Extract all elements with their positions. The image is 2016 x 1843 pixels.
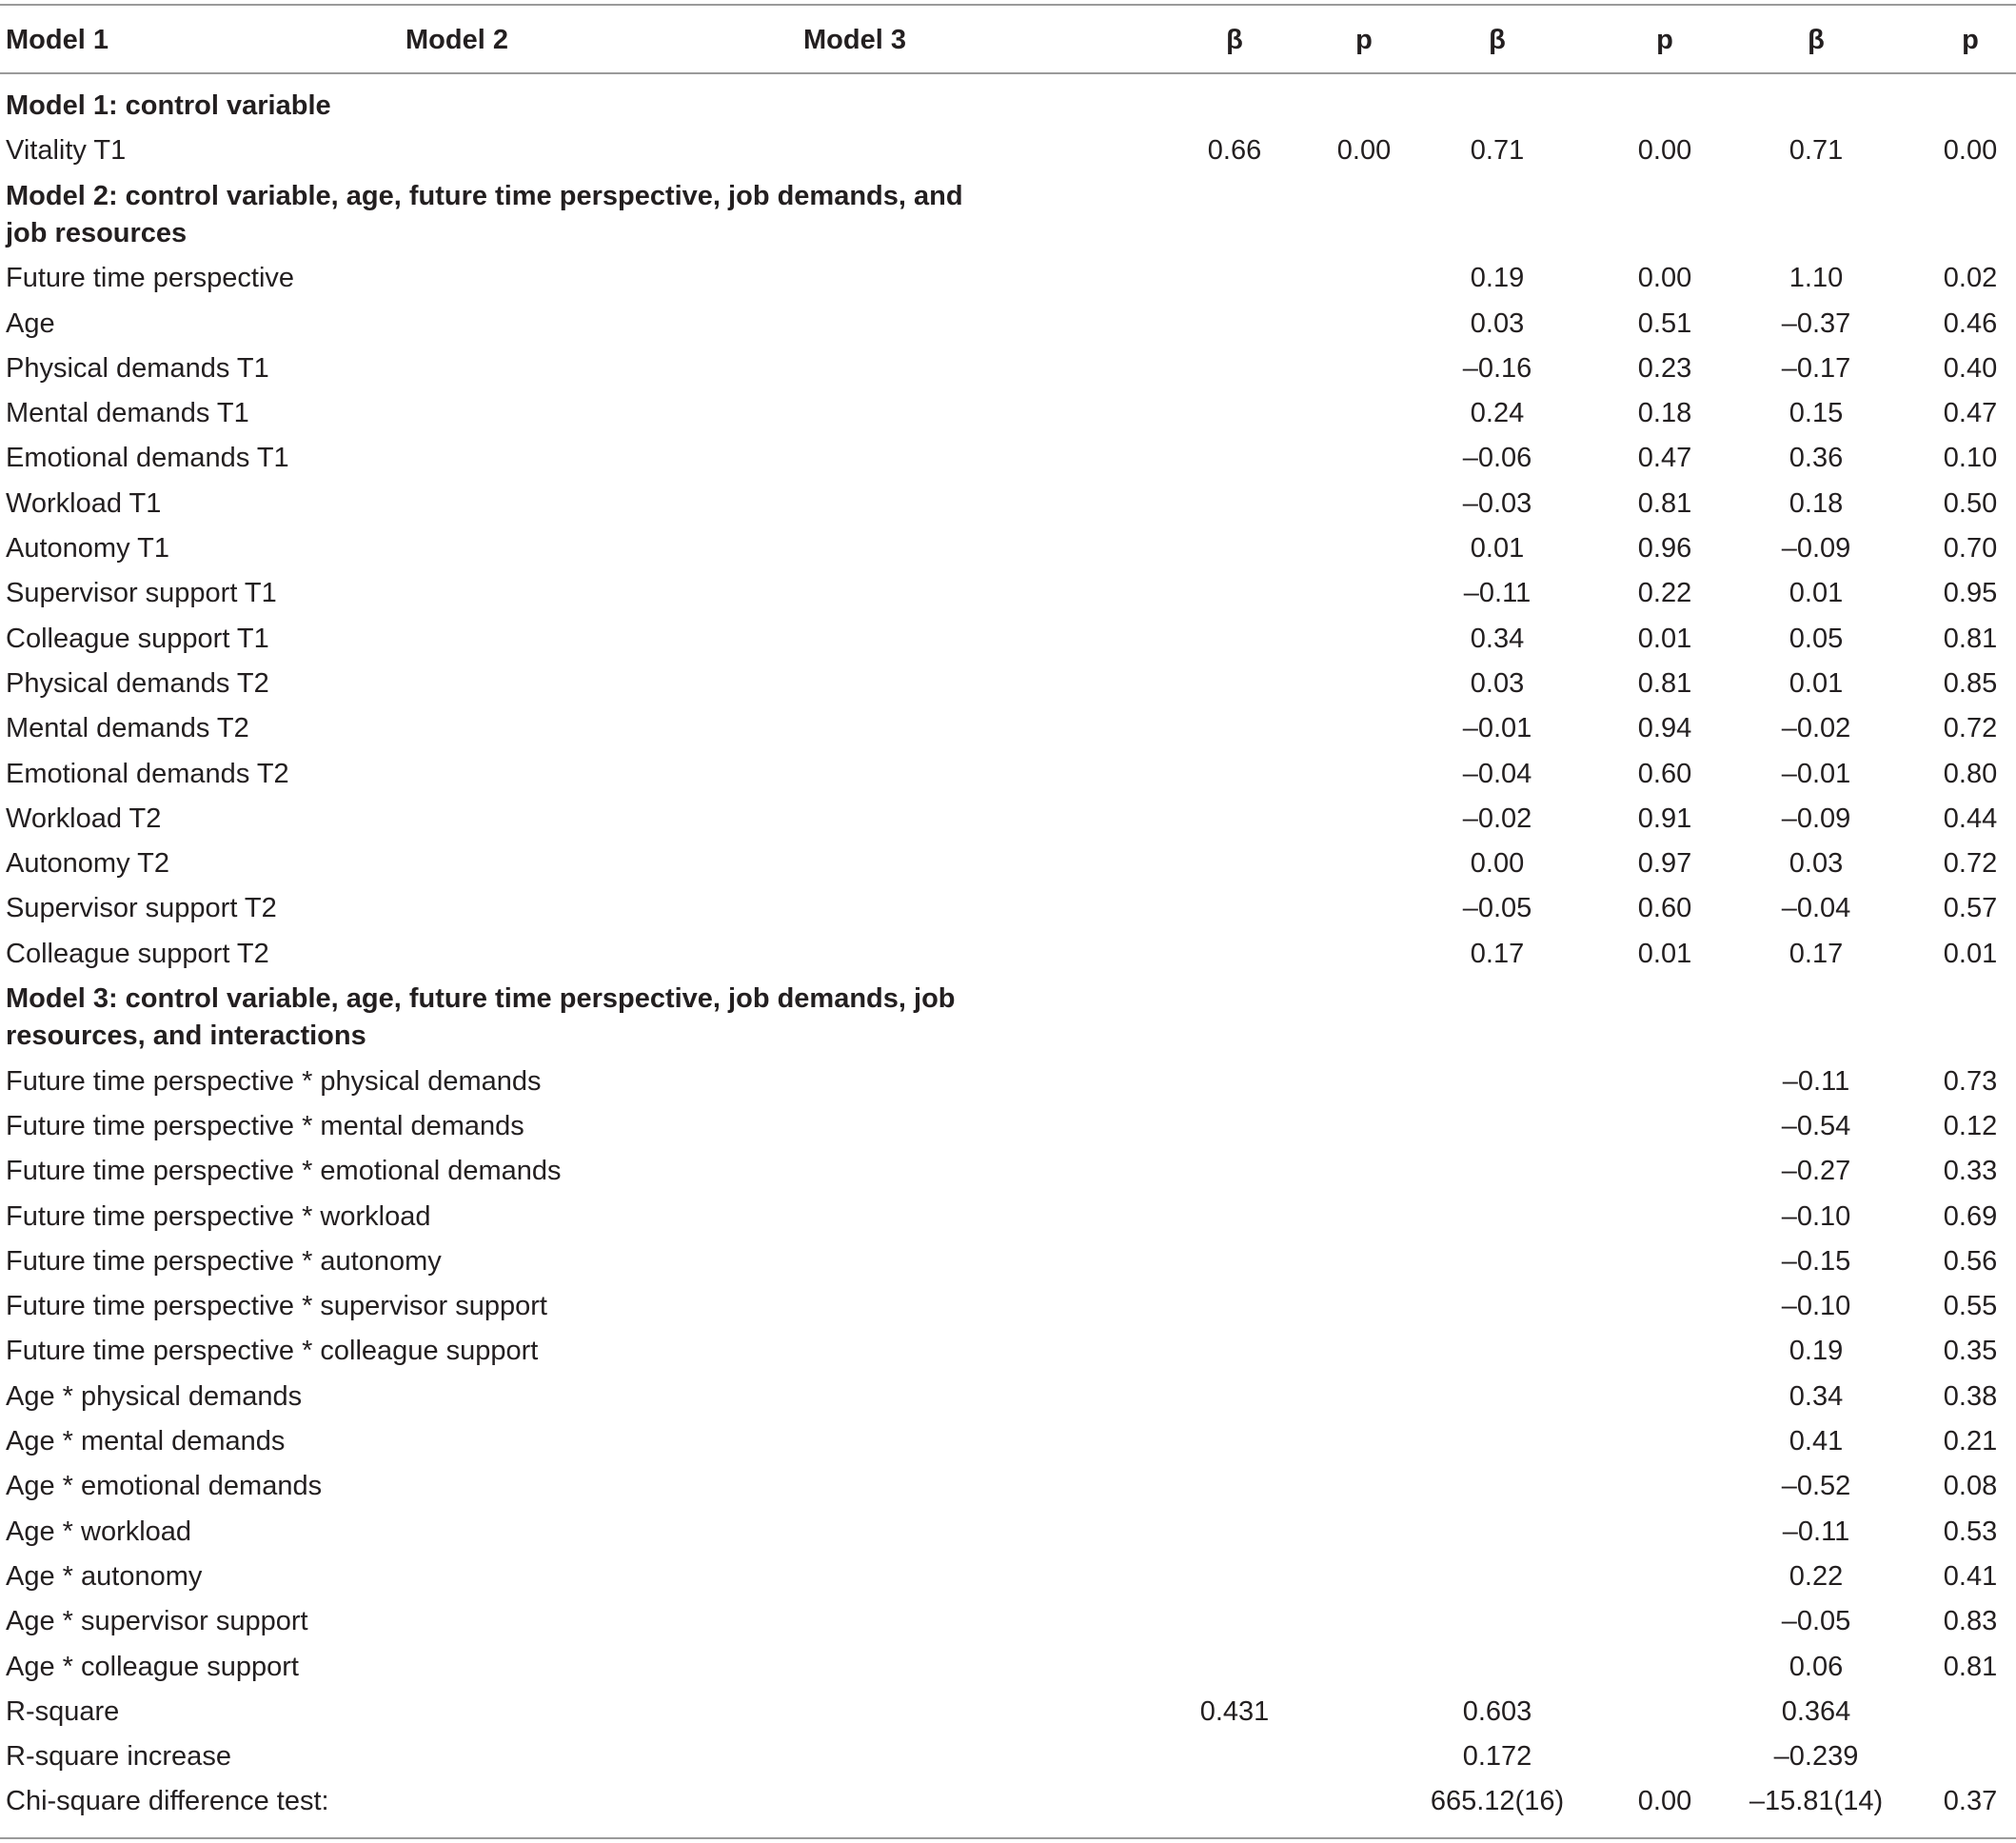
row-label: Mental demands T2	[6, 713, 249, 744]
cell-value: 0.50	[1943, 487, 1998, 519]
table-row	[0, 526, 2016, 571]
cell-value: 0.46	[1943, 307, 1998, 339]
cell-value: –0.02	[1462, 803, 1532, 834]
cell-value: 0.34	[1470, 623, 1525, 654]
section-row	[0, 977, 2016, 1067]
cell-value: 0.364	[1781, 1695, 1851, 1727]
header-beta-3: β	[1808, 25, 1825, 55]
row-label: Vitality T1	[6, 135, 127, 167]
cell-value: –0.37	[1781, 307, 1851, 339]
cell-value: 0.81	[1637, 487, 1692, 519]
table-row	[0, 302, 2016, 347]
cell-value: 0.41	[1943, 1560, 1998, 1592]
cell-value: –0.10	[1781, 1200, 1851, 1232]
section-row	[0, 84, 2016, 129]
table-row	[0, 256, 2016, 301]
row-label: Supervisor support T1	[6, 578, 277, 609]
cell-value: 0.47	[1637, 443, 1692, 474]
row-label: Age * emotional demands	[6, 1471, 323, 1502]
cell-value: 0.08	[1943, 1471, 1998, 1502]
cell-value: 0.22	[1789, 1560, 1844, 1592]
top-rule	[0, 4, 2016, 6]
row-label: Age * colleague support	[6, 1651, 299, 1682]
cell-value: 665.12(16)	[1430, 1786, 1565, 1817]
table-row	[0, 1645, 2016, 1690]
cell-value: 0.72	[1943, 848, 1998, 880]
cell-value: 0.91	[1637, 803, 1692, 834]
row-label: Age	[6, 307, 55, 339]
table-row	[0, 1690, 2016, 1734]
row-label: Emotional demands T2	[6, 758, 289, 789]
cell-value: –0.52	[1781, 1471, 1851, 1502]
row-label: Workload T1	[6, 487, 162, 519]
table-row	[0, 706, 2016, 751]
row-label: Chi-square difference test:	[6, 1786, 329, 1817]
cell-value: 0.03	[1470, 307, 1525, 339]
section-label: Model 1: control variable	[6, 90, 331, 121]
row-label: Future time perspective * colleague support	[6, 1336, 539, 1367]
cell-value: 0.83	[1943, 1606, 1998, 1637]
cell-value: 0.15	[1789, 398, 1844, 429]
row-label: Future time perspective * mental demands	[6, 1110, 524, 1141]
table-row	[0, 662, 2016, 706]
cell-value: 0.05	[1789, 623, 1844, 654]
cell-value: 0.55	[1943, 1291, 1998, 1322]
cell-value: –0.16	[1462, 352, 1532, 384]
cell-value: 0.03	[1789, 848, 1844, 880]
cell-value: 0.60	[1637, 893, 1692, 924]
cell-value: –0.09	[1781, 803, 1851, 834]
row-label: Colleague support T2	[6, 938, 269, 969]
cell-value: 0.97	[1637, 848, 1692, 880]
row-label: Workload T2	[6, 803, 162, 834]
cell-value: 0.22	[1637, 578, 1692, 609]
header-rule	[0, 72, 2016, 74]
cell-value: 0.85	[1943, 667, 1998, 699]
cell-value: 0.34	[1789, 1380, 1844, 1412]
header-beta-1: β	[1226, 25, 1243, 55]
header-row	[0, 18, 2016, 63]
table-row	[0, 752, 2016, 797]
cell-value: –0.01	[1781, 758, 1851, 789]
cell-value: –0.27	[1781, 1156, 1851, 1187]
cell-value: 0.172	[1462, 1741, 1532, 1773]
table-row	[0, 482, 2016, 526]
cell-value: –0.17	[1781, 352, 1851, 384]
cell-value: 0.19	[1789, 1336, 1844, 1367]
cell-value: –0.11	[1463, 578, 1532, 609]
cell-value: 0.33	[1943, 1156, 1998, 1187]
cell-value: 0.66	[1207, 135, 1262, 167]
table-row	[0, 1464, 2016, 1509]
table-row	[0, 617, 2016, 662]
cell-value: 0.81	[1943, 623, 1998, 654]
table-row	[0, 571, 2016, 616]
cell-value: 0.00	[1943, 135, 1998, 167]
table-row	[0, 1284, 2016, 1329]
table-row	[0, 436, 2016, 481]
row-label: Future time perspective * emotional demands	[6, 1156, 562, 1187]
table-row	[0, 391, 2016, 436]
cell-value: 0.51	[1637, 307, 1692, 339]
row-label: R-square	[6, 1695, 120, 1727]
cell-value: 0.38	[1943, 1380, 1998, 1412]
cell-value: 0.71	[1470, 135, 1525, 167]
table-row	[0, 1555, 2016, 1599]
row-label: Physical demands T2	[6, 667, 269, 699]
row-label: R-square increase	[6, 1741, 231, 1773]
row-label: Future time perspective * workload	[6, 1200, 431, 1232]
table-row	[0, 129, 2016, 173]
table-row	[0, 1599, 2016, 1644]
cell-value: –0.54	[1781, 1110, 1851, 1141]
header-beta-2: β	[1489, 25, 1506, 55]
row-label: Age * physical demands	[6, 1380, 303, 1412]
cell-value: 0.94	[1637, 713, 1692, 744]
cell-value: –0.04	[1781, 893, 1851, 924]
cell-value: –0.05	[1781, 1606, 1851, 1637]
cell-value: 0.60	[1637, 758, 1692, 789]
section-label: Model 3: control variable, age, future time perspective, job demands, job resources, and interactions	[6, 983, 956, 1051]
cell-value: 0.71	[1789, 135, 1844, 167]
cell-value: 0.17	[1470, 938, 1525, 969]
cell-value: 0.00	[1637, 135, 1692, 167]
table-row	[0, 1510, 2016, 1555]
table-row	[0, 1060, 2016, 1104]
cell-value: 0.00	[1637, 263, 1692, 294]
table-row	[0, 1779, 2016, 1824]
cell-value: 0.01	[1637, 623, 1692, 654]
header-p-2: p	[1656, 25, 1673, 55]
cell-value: 0.36	[1789, 443, 1844, 474]
cell-value: 0.73	[1943, 1065, 1998, 1097]
cell-value: 0.17	[1789, 938, 1844, 969]
table-row	[0, 932, 2016, 977]
table-row	[0, 1149, 2016, 1194]
cell-value: 0.06	[1789, 1651, 1844, 1682]
table-row	[0, 347, 2016, 391]
row-label: Autonomy T1	[6, 533, 169, 564]
cell-value: 0.44	[1943, 803, 1998, 834]
row-label: Future time perspective	[6, 263, 295, 294]
cell-value: 0.41	[1789, 1426, 1844, 1457]
cell-value: 0.40	[1943, 352, 1998, 384]
cell-value: 0.00	[1336, 135, 1392, 167]
cell-value: –0.09	[1781, 533, 1851, 564]
table-row	[0, 1419, 2016, 1464]
header-p-1: p	[1355, 25, 1373, 55]
cell-value: 0.70	[1943, 533, 1998, 564]
cell-value: –0.01	[1462, 713, 1532, 744]
cell-value: –0.06	[1462, 443, 1532, 474]
cell-value: 0.24	[1470, 398, 1525, 429]
table-row	[0, 1104, 2016, 1149]
row-label: Emotional demands T1	[6, 443, 289, 474]
row-label: Future time perspective * supervisor support	[6, 1291, 547, 1322]
header-model2: Model 2	[405, 25, 508, 55]
cell-value: 0.81	[1637, 667, 1692, 699]
table-row	[0, 797, 2016, 842]
cell-value: 0.12	[1943, 1110, 1998, 1141]
bottom-rule	[0, 1837, 2016, 1839]
cell-value: 0.19	[1470, 263, 1525, 294]
section-row	[0, 174, 2016, 265]
cell-value: 0.01	[1637, 938, 1692, 969]
row-label: Future time perspective * physical demands	[6, 1065, 542, 1097]
table-row	[0, 1734, 2016, 1779]
cell-value: 0.10	[1943, 443, 1998, 474]
row-label: Future time perspective * autonomy	[6, 1245, 442, 1277]
cell-value: 0.00	[1470, 848, 1525, 880]
header-model3: Model 3	[803, 25, 906, 55]
cell-value: 0.37	[1943, 1786, 1998, 1817]
cell-value: –15.81(14)	[1749, 1786, 1884, 1817]
cell-value: 0.01	[1470, 533, 1525, 564]
cell-value: –0.04	[1462, 758, 1532, 789]
cell-value: 0.80	[1943, 758, 1998, 789]
cell-value: 0.35	[1943, 1336, 1998, 1367]
cell-value: 0.47	[1943, 398, 1998, 429]
cell-value: 0.96	[1637, 533, 1692, 564]
row-label: Age * supervisor support	[6, 1606, 308, 1637]
section-label: Model 2: control variable, age, future time perspective, job demands, and job resources	[6, 180, 963, 248]
cell-value: –0.239	[1773, 1741, 1859, 1773]
table-row	[0, 1195, 2016, 1239]
cell-value: 0.56	[1943, 1245, 1998, 1277]
cell-value: –0.03	[1462, 487, 1532, 519]
cell-value: 0.21	[1943, 1426, 1998, 1457]
row-label: Age * mental demands	[6, 1426, 286, 1457]
cell-value: 0.01	[1789, 667, 1844, 699]
cell-value: 0.95	[1943, 578, 1998, 609]
cell-value: 0.02	[1943, 263, 1998, 294]
cell-value: 0.53	[1943, 1516, 1998, 1547]
cell-value: 0.01	[1943, 938, 1998, 969]
table-row	[0, 886, 2016, 931]
table-row	[0, 1375, 2016, 1419]
cell-value: –0.10	[1781, 1291, 1851, 1322]
table-row	[0, 1239, 2016, 1284]
row-label: Colleague support T1	[6, 623, 269, 654]
cell-value: 0.23	[1637, 352, 1692, 384]
cell-value: 0.18	[1637, 398, 1692, 429]
cell-value: –0.05	[1462, 893, 1532, 924]
cell-value: –0.11	[1782, 1516, 1850, 1547]
table-row	[0, 842, 2016, 886]
cell-value: 0.03	[1470, 667, 1525, 699]
row-label: Supervisor support T2	[6, 893, 277, 924]
cell-value: –0.11	[1782, 1065, 1850, 1097]
header-p-3: p	[1962, 25, 1979, 55]
row-label: Age * autonomy	[6, 1560, 203, 1592]
row-label: Age * workload	[6, 1516, 192, 1547]
cell-value: 0.431	[1199, 1695, 1270, 1727]
cell-value: 0.72	[1943, 713, 1998, 744]
cell-value: 0.81	[1943, 1651, 1998, 1682]
cell-value: 0.01	[1789, 578, 1844, 609]
cell-value: 0.18	[1789, 487, 1844, 519]
row-label: Autonomy T2	[6, 848, 169, 880]
cell-value: 0.57	[1943, 893, 1998, 924]
cell-value: 0.603	[1462, 1695, 1532, 1727]
table-row	[0, 1329, 2016, 1374]
cell-value: 0.69	[1943, 1200, 1998, 1232]
cell-value: 1.10	[1789, 263, 1844, 294]
cell-value: –0.15	[1781, 1245, 1851, 1277]
header-model1: Model 1	[6, 25, 109, 55]
cell-value: 0.00	[1637, 1786, 1692, 1817]
cell-value: –0.02	[1781, 713, 1851, 744]
row-label: Physical demands T1	[6, 352, 269, 384]
row-label: Mental demands T1	[6, 398, 249, 429]
